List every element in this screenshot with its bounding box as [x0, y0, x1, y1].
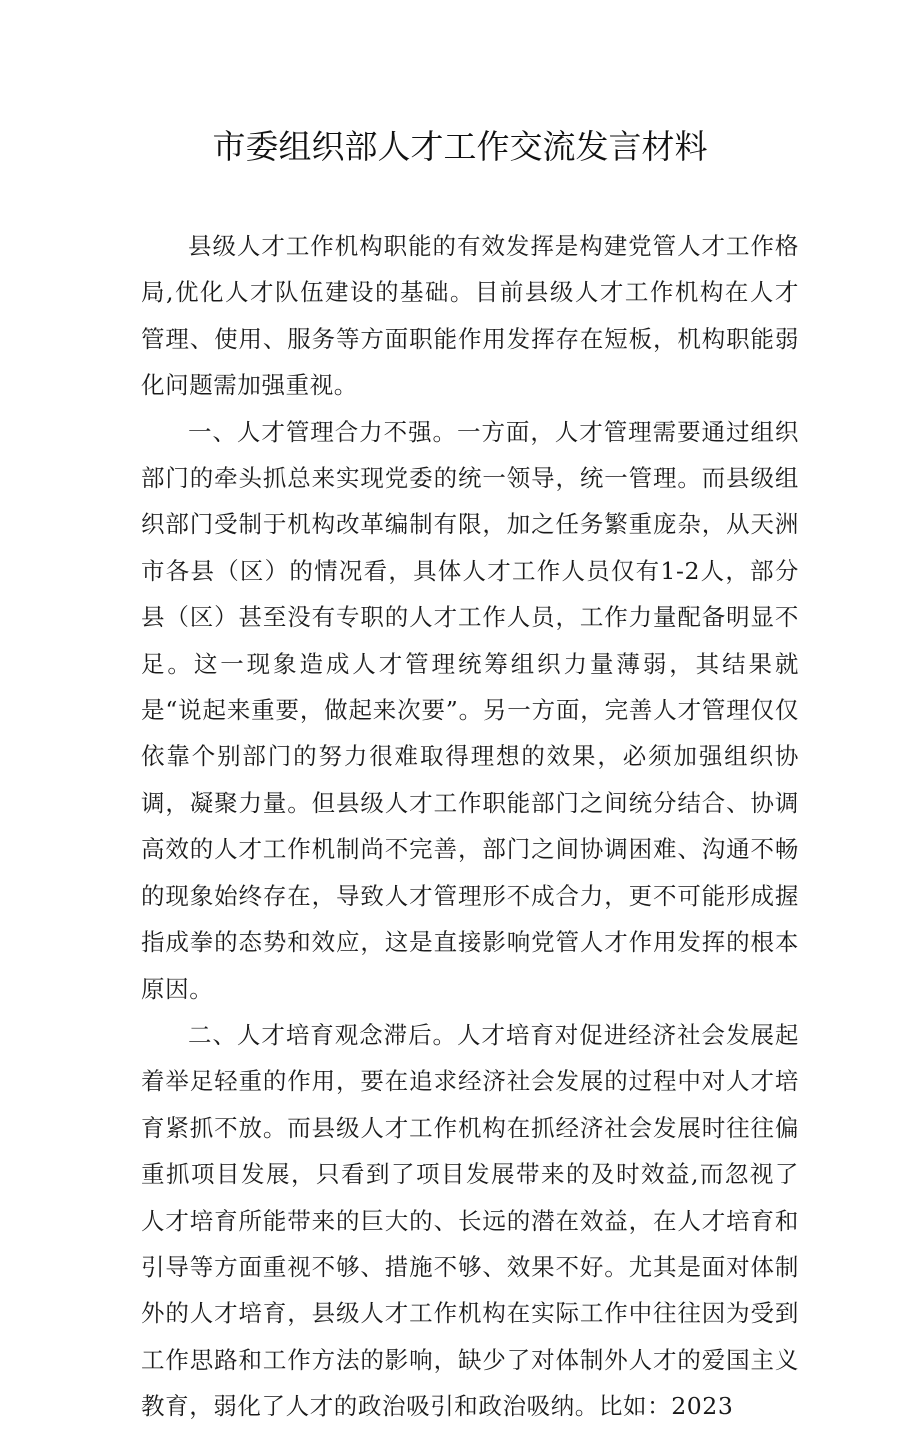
document-body — [141, 223, 799, 1430]
paragraph-intro: 县级人才工作机构职能的有效发挥是构建党管人才工作格局,优化人才队伍建设的基础。目前县级人才工作机构在人才管理、使用、服务等方面职能作用发挥存在短板，机构职能弱化问题需加强重视。 — [141, 232, 799, 400]
paragraph-section-two: 二、人才培育观念滞后。人才培育对促进经济社会发展起着举足轻重的作用，要在追求经济社会发展的过程中对人才培育紧抓不放。而县级人才工作机构在抓经济社会发展时往往偏重抓项目发展，只看到了项目发展带来的及时效益,而忽视了人才培育所能带来的巨大的、长远的潜在效益，在人才培育和引导等方面重视不够、措施不够、效果不好。尤其是面对体制外的人才培育，县级人才工作机构在实际工作中往往因为受到工作思路和工作方法的影响，缺少了对体制外人才的爱国主义教育，弱化了人才的政治吸引和政治吸纳。比如：2023 — [141, 1020, 799, 1421]
paragraph-section-one: 一、人才管理合力不强。一方面，人才管理需要通过组织部门的牵头抓总来实现党委的统一领导，统一管理。而县级组织部门受制于机构改革编制有限，加之任务繁重庞杂，从天洲市各县（区）的情况看，具体人才工作人员仅有1-2人，部分县（区）甚至没有专职的人才工作人员，工作力量配备明显不足。这一现象造成人才管理统筹组织力量薄弱，其结果就是“说起来重要，做起来次要”。另一方面，完善人才管理仅仅依靠个别部门的努力很难取得理想的效果，必须加强组织协调，凝聚力量。但县级人才工作职能部门之间统分结合、协调高效的人才工作机制尚不完善，部门之间协调困难、沟通不畅的现象始终存在，导致人才管理形不成合力，更不可能形成握指成拳的态势和效应，这是直接影响党管人才作用发挥的根本原因。 — [141, 417, 799, 1003]
document-title: 市委组织部人才工作交流发言材料 — [212, 127, 708, 166]
